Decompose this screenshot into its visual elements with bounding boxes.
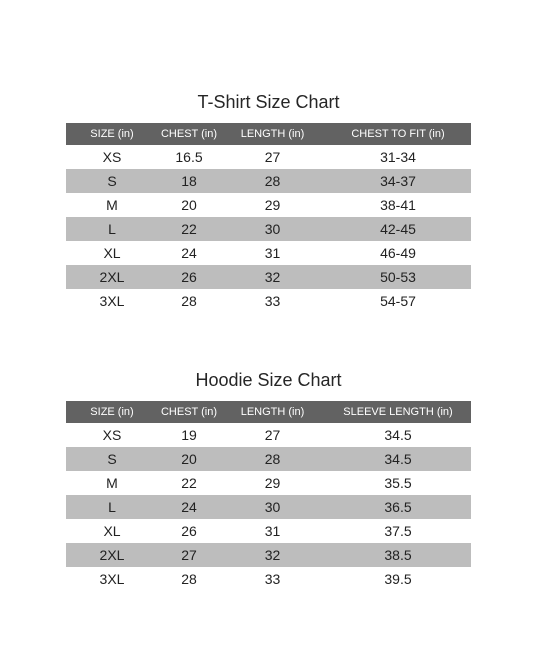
table-row xyxy=(66,265,471,289)
cell-chest: 18 xyxy=(158,169,220,193)
cell-chest: 26 xyxy=(181,523,197,539)
table-row xyxy=(66,169,471,193)
cell-size: 2XL xyxy=(66,543,158,567)
cell-length: 30 xyxy=(220,495,325,519)
cell-chest: 26 xyxy=(158,265,220,289)
table-row xyxy=(66,145,471,169)
cell-length: 27 xyxy=(264,427,281,443)
cell-chest-to-fit: 46-49 xyxy=(380,245,416,261)
table-header-row xyxy=(66,401,471,423)
cell-size: M xyxy=(106,197,118,213)
tshirt-size-table xyxy=(66,123,471,313)
cell-size: 3XL xyxy=(99,571,125,587)
column-header-chest: CHEST (in) xyxy=(158,401,220,423)
cell-size: L xyxy=(66,495,158,519)
cell-chest-to-fit: 34-37 xyxy=(325,169,471,193)
table-row xyxy=(66,471,471,495)
cell-chest: 28 xyxy=(181,571,197,587)
cell-length: 33 xyxy=(264,571,281,587)
column-header-chest-to-fit: CHEST TO FIT (in) xyxy=(325,123,471,145)
cell-sleeve-length: 39.5 xyxy=(384,571,412,587)
table-row xyxy=(66,567,471,591)
cell-sleeve-length: 38.5 xyxy=(325,543,471,567)
cell-size: 3XL xyxy=(99,293,125,309)
cell-length: 33 xyxy=(264,293,281,309)
column-header-length: LENGTH (in) xyxy=(220,401,325,423)
cell-size: XL xyxy=(103,523,121,539)
cell-size: XS xyxy=(102,149,122,165)
table-row xyxy=(66,543,471,567)
cell-chest: 24 xyxy=(181,245,197,261)
cell-chest: 16.5 xyxy=(175,149,203,165)
column-header-sleeve-length: SLEEVE LENGTH (in) xyxy=(325,401,471,423)
cell-chest-to-fit: 54-57 xyxy=(380,293,416,309)
hoodie-size-table xyxy=(66,401,471,591)
cell-chest-to-fit: 50-53 xyxy=(325,265,471,289)
cell-chest-to-fit: 31-34 xyxy=(380,149,416,165)
cell-size: S xyxy=(66,447,158,471)
cell-chest: 19 xyxy=(181,427,197,443)
cell-size: L xyxy=(66,217,158,241)
column-header-chest: CHEST (in) xyxy=(158,123,220,145)
table-row xyxy=(66,217,471,241)
column-header-size: SIZE (in) xyxy=(66,123,158,145)
cell-length: 28 xyxy=(220,447,325,471)
cell-chest: 27 xyxy=(158,543,220,567)
table-row xyxy=(66,193,471,217)
cell-chest: 20 xyxy=(158,447,220,471)
cell-chest: 22 xyxy=(158,217,220,241)
cell-chest: 22 xyxy=(181,475,197,491)
cell-length: 29 xyxy=(264,197,281,213)
hoodie-chart-title: Hoodie Size Chart xyxy=(195,370,342,390)
column-header-length: LENGTH (in) xyxy=(220,123,325,145)
cell-length: 30 xyxy=(220,217,325,241)
cell-length: 27 xyxy=(264,149,281,165)
cell-size: 2XL xyxy=(66,265,158,289)
cell-chest-to-fit: 42-45 xyxy=(325,217,471,241)
cell-chest: 24 xyxy=(158,495,220,519)
cell-size: S xyxy=(66,169,158,193)
cell-length: 31 xyxy=(264,245,281,261)
table-row xyxy=(66,423,471,447)
table-row xyxy=(66,495,471,519)
cell-chest-to-fit: 38-41 xyxy=(380,197,416,213)
cell-sleeve-length: 34.5 xyxy=(384,427,412,443)
cell-size: XL xyxy=(103,245,121,261)
cell-length: 32 xyxy=(220,543,325,567)
cell-length: 31 xyxy=(264,523,281,539)
cell-length: 32 xyxy=(220,265,325,289)
cell-chest: 20 xyxy=(181,197,197,213)
table-row xyxy=(66,289,471,313)
tshirt-chart-title: T-Shirt Size Chart xyxy=(197,92,340,112)
table-row xyxy=(66,447,471,471)
column-header-size: SIZE (in) xyxy=(66,401,158,423)
hoodie-size-chart xyxy=(66,366,471,591)
cell-chest: 28 xyxy=(181,293,197,309)
table-row xyxy=(66,241,471,265)
cell-sleeve-length: 34.5 xyxy=(325,447,471,471)
cell-length: 29 xyxy=(264,475,281,491)
cell-sleeve-length: 37.5 xyxy=(384,523,412,539)
cell-sleeve-length: 36.5 xyxy=(325,495,471,519)
table-row xyxy=(66,519,471,543)
cell-size: XS xyxy=(102,427,122,443)
tshirt-size-chart xyxy=(66,88,471,313)
cell-size: M xyxy=(106,475,118,491)
table-header-row xyxy=(66,123,471,145)
cell-sleeve-length: 35.5 xyxy=(384,475,412,491)
cell-length: 28 xyxy=(220,169,325,193)
